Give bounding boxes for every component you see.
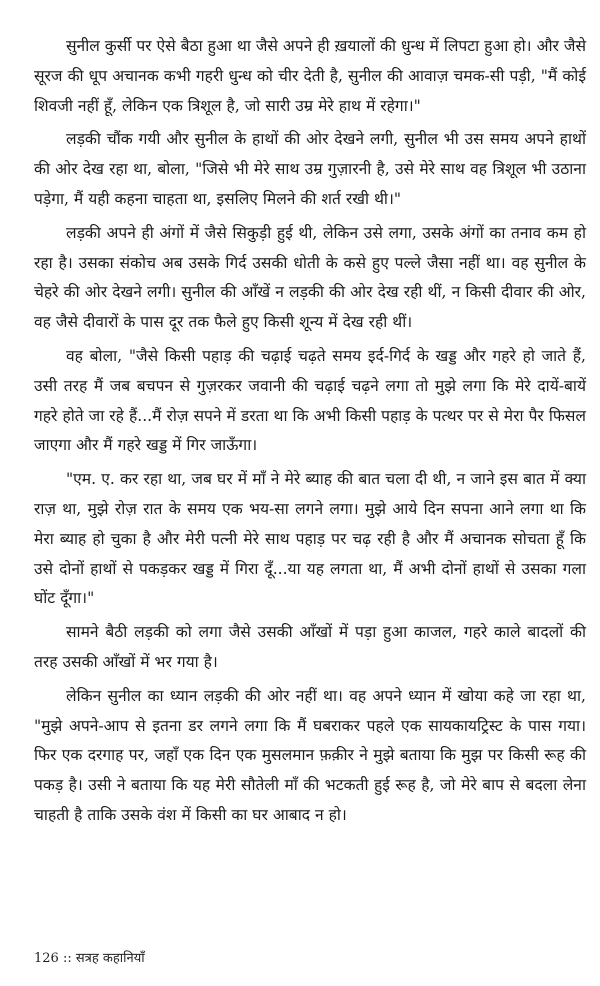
book-title: सत्रह कहानियाँ (75, 951, 145, 966)
paragraph: सुनील कुर्सी पर ऐसे बैठा हुआ था जैसे अपने ही ख़यालों की धुन्ध में लिपटा हुआ हो। और जैसे सूरज की धूप अचानक कभी गहरी धुन्ध को चीर देती है, सुनील की आवाज़ चमक-सी पड़ी, "मैं कोई शिवजी नहीं हूँ, लेकिन एक त्रिशूल है, जो सारी उम्र मेरे हाथ में रहेगा।" (34, 37, 586, 115)
page-footer (34, 950, 145, 968)
paragraph: लड़की अपने ही अंगों में जैसे सिकुड़ी हुई थी, लेकिन उसे लगा, उसके अंगों का तनाव कम हो रहा है। उसका संकोच अब उसके गिर्द उसकी धोती के कसे हुए पल्ले जैसा नहीं था। वह सुनील के चेहरे की ओर देखने लगी। सुनील की आँखें न लड़की की ओर देख रही थीं, न किसी दीवार की ओर, वह जैसे दीवारों के पास दूर तक फैले हुए किसी शून्य में देख रही थीं। (34, 223, 586, 332)
paragraph: सामने बैठी लड़की को लगा जैसे उसकी आँखों में पड़ा हुआ काजल, गहरे काले बादलों की तरह उसकी आँखों में भर गया है। (34, 623, 586, 671)
body-text (34, 32, 586, 835)
paragraph: लड़की चौंक गयी और सुनील के हाथों की ओर देखने लगी, सुनील भी उस समय अपने हाथों की ओर देख रहा था, बोला, "जिसे भी मेरे साथ उम्र गुज़ारनी है, उसे मेरे साथ वह त्रिशूल भी उठाना पड़ेगा, मैं यही कहना चाहता था, इसलिए मिलने की शर्त रखी थी।" (34, 130, 586, 208)
page-number: 126 (34, 951, 59, 966)
paragraph: "एम. ए. कर रहा था, जब घर में माँ ने मेरे ब्याह की बात चला दी थी, न जाने इस बात में क्या राज़ था, मुझे रोज़ रात के समय एक भय-सा लगने लगा। मुझे आये दिन सपना आने लगा था कि मेरा ब्याह हो चुका है और मेरी पत्नी मेरे साथ पहाड़ पर चढ़ रही है और मैं अचानक सोचता हूँ कि उसे दोनों हाथों से पकड़कर खड्ड में गिरा दूँ...या यह लगता था, मैं अभी दोनों हाथों से उसका गला घोंट दूँगा।" (34, 470, 586, 608)
paragraph: वह बोला, "जैसे किसी पहाड़ की चढ़ाई चढ़ते समय इर्द-गिर्द के खड्ड और गहरे हो जाते हैं, उसी तरह मैं जब बचपन से गुज़रकर जवानी की चढ़ाई चढ़ने लगा तो मुझे लगा कि मेरे दायें-बायें गहरे होते जा रहे हैं...मैं रोज़ सपने में डरता था कि अभी किसी पहाड़ के पत्थर पर से मेरा पैर फिसल जाएगा और मैं गहरे खड्ड में गिर जाऊँगा। (34, 346, 586, 455)
paragraph: लेकिन सुनील का ध्यान लड़की की ओर नहीं था। वह अपने ध्यान में खोया कहे जा रहा था, "मुझे अपने-आप से इतना डर लगने लगा कि मैं घबराकर पहले एक सायकायट्रिस्ट के पास गया। फिर एक दरगाह पर, जहाँ एक दिन एक मुसलमान फ़क़ीर ने मुझे बताया कि मुझ पर किसी रूह की पकड़ है। उसी ने बताया कि यह मेरी सौतेली माँ की भटकती हुई रूह है, जो मेरे बाप से बदला लेना चाहती है ताकि उसके वंश में किसी का घर आबाद न हो। (34, 686, 586, 824)
footer-separator: :: (62, 951, 72, 966)
